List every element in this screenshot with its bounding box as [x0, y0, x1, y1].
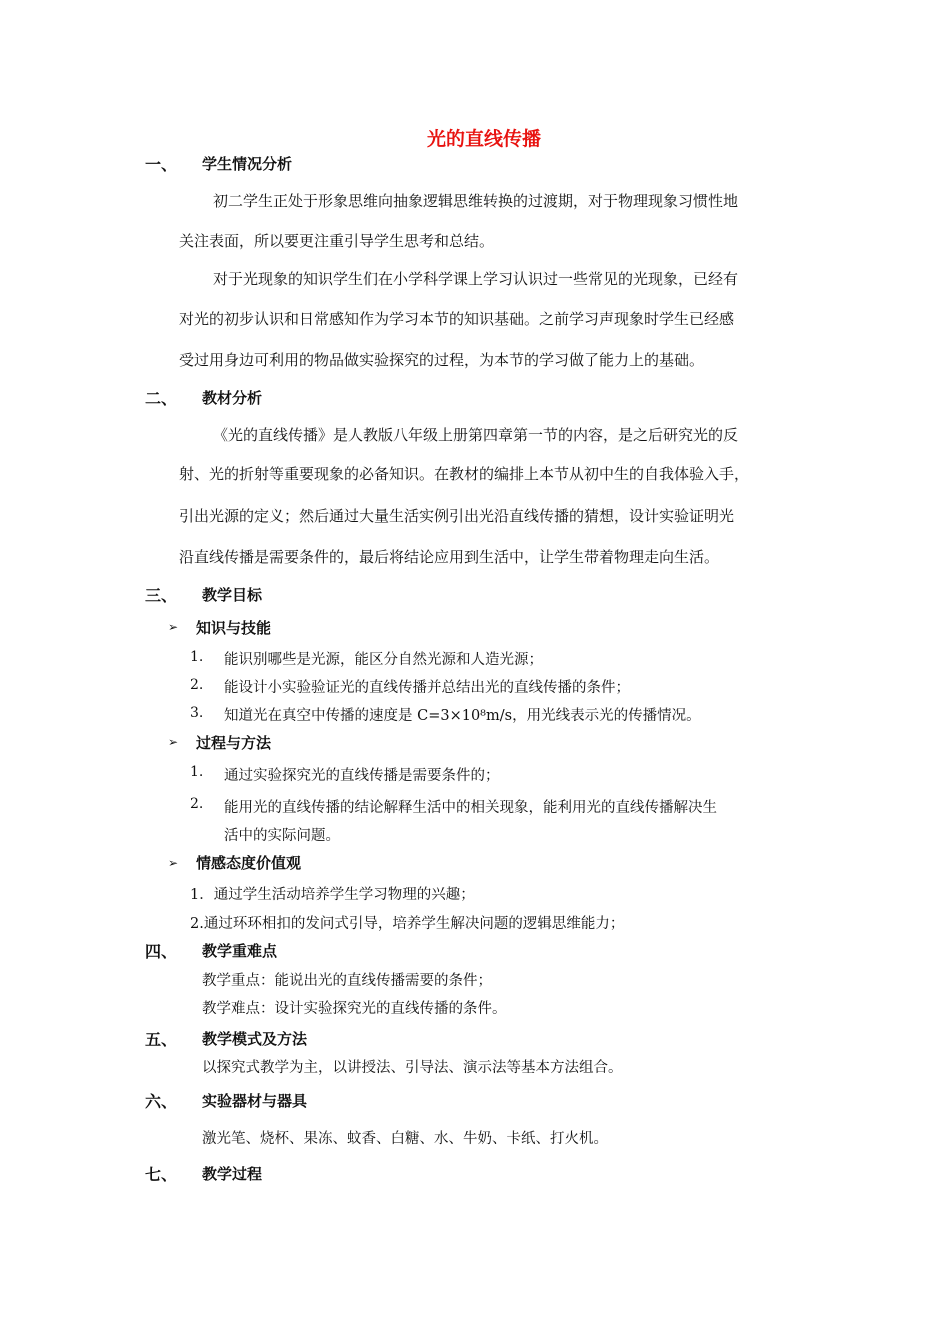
document-title: 光的直线传播	[426, 128, 541, 150]
paragraph-line: 关注表面，所以要更注重引导学生思考和总结。	[179, 232, 495, 250]
list-item-continuation: 活中的实际问题。	[224, 828, 340, 844]
paragraph-line: 以探究式教学为主，以讲授法、引导法、演示法等基本方法组合。	[202, 1060, 623, 1076]
subsection-title: 情感态度价值观	[196, 854, 302, 872]
section-heading: 教学过程	[202, 1165, 263, 1183]
section-number: 二、	[145, 389, 178, 408]
section-heading: 教学目标	[202, 586, 263, 604]
section-heading: 教学重难点	[202, 942, 278, 960]
paragraph-line: 初二学生正处于形象思维向抽象逻辑思维转换的过渡期，对于物理现象习惯性地	[213, 192, 739, 210]
list-number: 2.	[190, 796, 204, 812]
list-item: 能设计小实验验证光的直线传播并总结出光的直线传播的条件；	[224, 680, 630, 696]
paragraph-line: 教学难点：设计实验探究光的直线传播的条件。	[202, 1001, 507, 1017]
paragraph-line: 射、光的折射等重要现象的必备知识。在教材的编排上本节从初中生的自我体验入手，	[179, 465, 750, 483]
section-heading: 教材分析	[202, 389, 263, 407]
paragraph-line: 引出光源的定义；然后通过大量生活实例引出光沿直线传播的猜想，设计实验证明光	[179, 507, 735, 525]
list-item: 1．通过学生活动培养学生学习物理的兴趣；	[190, 887, 475, 903]
section-number: 三、	[145, 586, 178, 605]
section-number: 六、	[145, 1092, 178, 1111]
section-heading: 实验器材与器具	[202, 1092, 308, 1110]
section-number: 一、	[145, 155, 178, 174]
paragraph-line: 《光的直线传播》是人教版八年级上册第四章第一节的内容，是之后研究光的反	[213, 426, 739, 444]
bullet-arrow-icon: ➢	[168, 735, 179, 749]
bullet-arrow-icon: ➢	[168, 856, 179, 870]
list-item: 能用光的直线传播的结论解释生活中的相关现象，能利用光的直线传播解决生	[224, 800, 717, 816]
list-number: 2.	[190, 677, 204, 693]
bullet-arrow-icon: ➢	[168, 620, 179, 634]
list-item: 能识别哪些是光源，能区分自然光源和人造光源；	[224, 652, 543, 668]
paragraph-line: 激光笔、烧杯、果冻、蚊香、白糖、水、牛奶、卡纸、打火机。	[202, 1131, 608, 1147]
list-number: 1.	[190, 649, 204, 665]
paragraph-line: 受过用身边可利用的物品做实验探究的过程，为本节的学习做了能力上的基础。	[179, 351, 705, 369]
section-number: 七、	[145, 1165, 178, 1184]
section-heading: 学生情况分析	[202, 155, 293, 173]
subsection-title: 知识与技能	[196, 619, 272, 637]
list-item: 通过实验探究光的直线传播是需要条件的；	[224, 768, 500, 784]
subsection-title: 过程与方法	[196, 734, 272, 752]
paragraph-line: 教学重点：能说出光的直线传播需要的条件；	[202, 973, 492, 989]
section-number: 五、	[145, 1030, 178, 1049]
paragraph-line: 沿直线传播是需要条件的，最后将结论应用到生活中，让学生带着物理走向生活。	[179, 548, 720, 566]
paragraph-line: 对于光现象的知识学生们在小学科学课上学习认识过一些常见的光现象，已经有	[213, 270, 739, 288]
section-heading: 教学模式及方法	[202, 1030, 308, 1048]
section-number: 四、	[145, 942, 178, 961]
list-item: 2.通过环环相扣的发问式引导，培养学生解决问题的逻辑思维能力；	[190, 916, 625, 932]
list-item: 知道光在真空中传播的速度是 C=3×10⁸m/s，用光线表示光的传播情况。	[224, 708, 701, 724]
list-number: 1.	[190, 764, 204, 780]
paragraph-line: 对光的初步认识和日常感知作为学习本节的知识基础。之前学习声现象时学生已经感	[179, 310, 735, 328]
list-number: 3.	[190, 705, 204, 721]
